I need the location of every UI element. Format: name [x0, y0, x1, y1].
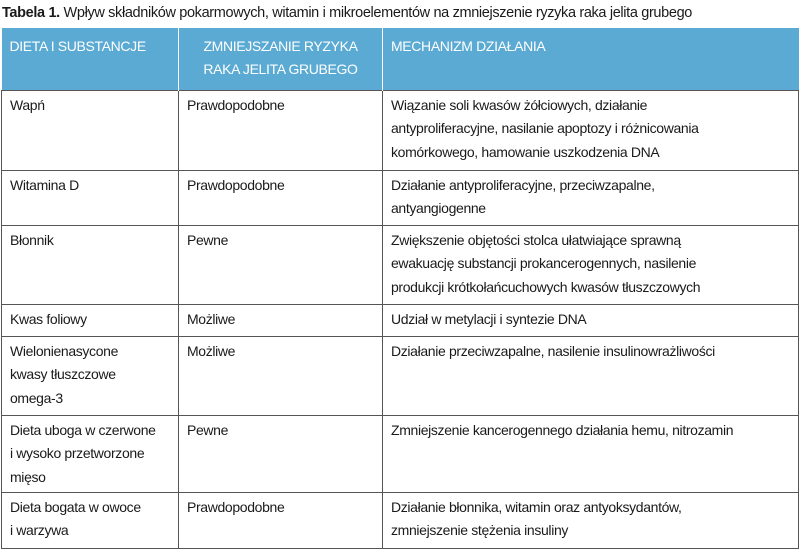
risk-cell: Pewne: [179, 415, 383, 492]
substance-line: i warzywa: [10, 522, 69, 538]
mechanism-cell: [383, 304, 799, 336]
mechanism-cell: [383, 225, 799, 304]
mechanism-line: Działanie przeciwzapalne, nasilenie insulinowrażliwości: [391, 342, 715, 359]
substance-cell: [2, 304, 179, 336]
nutrition-table: [1, 28, 799, 549]
substance-cell: [2, 336, 179, 415]
substance-line: Wapń: [10, 96, 45, 113]
header-risk-line-1: ZMNIEJSZANIE RYZYKA: [203, 38, 358, 54]
risk-cell: Możliwe: [179, 336, 383, 415]
mechanism-line: Udział w metylacji i syntezie DNA: [391, 310, 587, 327]
table-row: [2, 225, 799, 304]
risk-cell: Możliwe: [179, 304, 383, 336]
header-mechanism: MECHANIZM DZIAŁANIA: [383, 28, 799, 90]
substance-line: i wysoko przetworzone: [10, 445, 145, 461]
mechanism-line: Wiązanie soli kwasów żółciowych, działanie: [391, 96, 648, 113]
substance-line: Dieta bogata w owoce: [10, 498, 141, 515]
mechanism-line: antyangiogenne: [391, 200, 486, 216]
table-caption: [2, 4, 692, 22]
substance-line: Wielonienasycone: [10, 342, 119, 359]
mechanism-line: antyproliferacyjne, nasilanie apoptozy i różnicowania: [391, 120, 699, 136]
mechanism-cell: [383, 170, 799, 225]
table-row: [2, 170, 799, 225]
table-header: [2, 28, 799, 90]
substance-line: kwasy tłuszczowe: [10, 366, 116, 382]
mechanism-line: Zmniejszenie kancerogennego działania hemu, nitrozamin: [391, 421, 734, 438]
mechanism-line: Zwiększenie objętości stolca ułatwiające sprawną: [391, 231, 681, 248]
header-row: [2, 28, 799, 90]
mechanism-line: Działanie antyproliferacyjne, przeciwzapalne,: [391, 176, 655, 193]
mechanism-cell: [383, 90, 799, 170]
substance-line: omega-3: [10, 389, 63, 406]
substance-line: Kwas foliowy: [10, 310, 87, 327]
mechanism-cell: [383, 492, 799, 548]
table-row: [2, 304, 799, 336]
substance-cell: [2, 90, 179, 170]
risk-cell: Prawdopodobne: [179, 492, 383, 548]
substance-cell: [2, 170, 179, 225]
header-diet-substances: DIETA I SUBSTANCJE: [2, 28, 179, 90]
mechanism-line: produkcji krótkołańcuchowych kwasów tłuszczowych: [391, 278, 701, 295]
substance-cell: [2, 492, 179, 548]
mechanism-line: Działanie błonnika, witamin oraz antyoksydantów,: [391, 498, 682, 515]
substance-line: Błonnik: [10, 231, 54, 248]
table-body: [2, 90, 799, 548]
header-risk-reduction: [179, 28, 383, 90]
risk-cell: Prawdopodobne: [179, 90, 383, 170]
mechanism-cell: [383, 415, 799, 492]
risk-cell: Pewne: [179, 225, 383, 304]
table-caption-label: Tabela 1.: [2, 5, 60, 21]
table-row: [2, 492, 799, 548]
table-row: [2, 336, 799, 415]
risk-cell: Prawdopodobne: [179, 170, 383, 225]
substance-line: Witamina D: [10, 176, 79, 193]
substance-line: Dieta uboga w czerwone: [10, 421, 156, 438]
table-row: [2, 90, 799, 170]
substance-cell: [2, 225, 179, 304]
mechanism-line: ewakuację substancji prokancerogennych, nasilenie: [391, 255, 697, 271]
mechanism-cell: [383, 336, 799, 415]
header-risk-line-2: RAKA JELITA GRUBEGO: [203, 61, 358, 77]
table-caption-text: Wpływ składników pokarmowych, witamin i mikroelementów na zmniejszenie ryzyka raka jelita grubego: [59, 5, 692, 21]
substance-cell: [2, 415, 179, 492]
mechanism-line: komórkowego, hamowanie uszkodzenia DNA: [391, 143, 660, 160]
substance-line: mięso: [10, 468, 46, 485]
table-row: [2, 415, 799, 492]
mechanism-line: zmniejszenie stężenia insuliny: [391, 522, 569, 538]
